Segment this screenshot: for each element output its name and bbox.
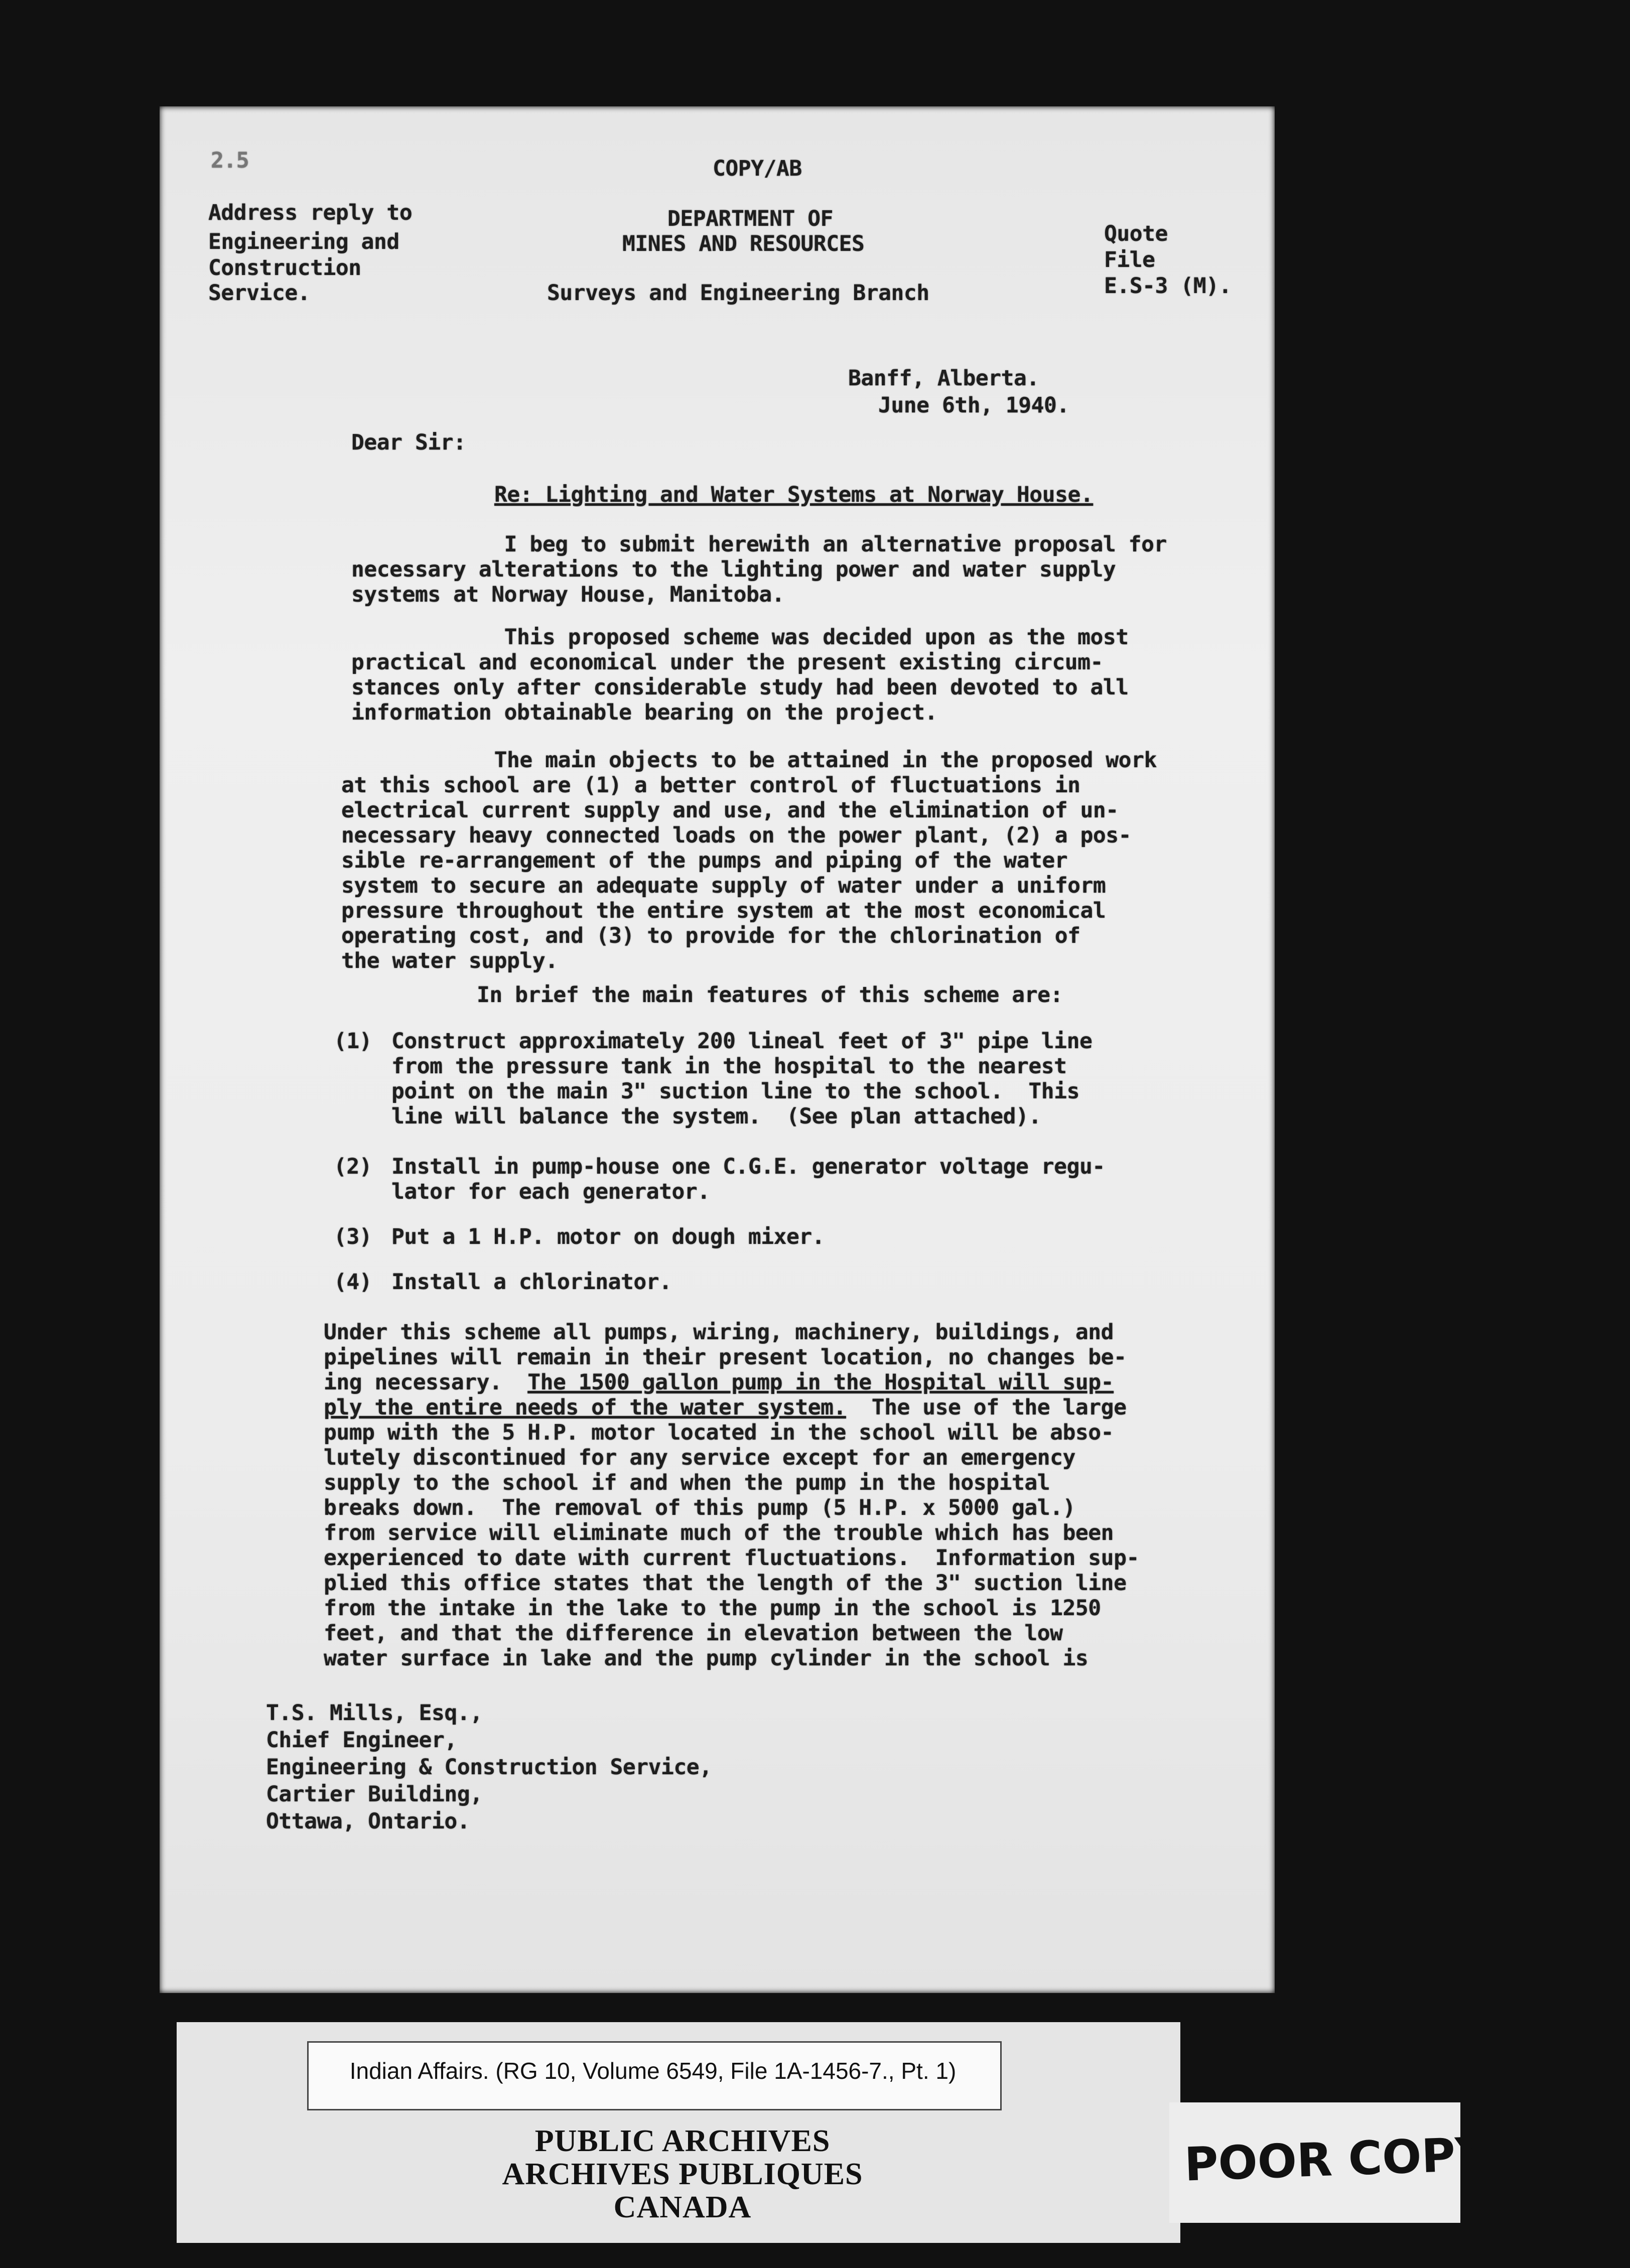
addressee-service: Engineering & Construction Service, [266, 1755, 712, 1780]
department-line-1: DEPARTMENT OF [667, 206, 834, 231]
reply-to-line-2: Engineering and [208, 229, 399, 254]
feature-2-number: (2) [334, 1154, 372, 1179]
feature-4-number: (4) [334, 1269, 372, 1295]
feature-3-text: Put a 1 H.P. motor on dough mixer. [391, 1224, 825, 1249]
paragraph-3: The main objects to be attained in the proposed work at this school are (1) a better control of fluctuations in electrical current supply and use, and the elimination of un- necessary heavy connected loads on the power plant, (2) a pos- sible re-arrangement of the pumps and piping of the water system to secure an adequate supply of water under a uniform pressure throughout the entire system at the most economical operating cost, and (3) to provide for the chlorination of the water supply. [341, 748, 1157, 973]
archive-line-3: CANADA [613, 2190, 752, 2224]
closing-line-4-plain: The use of the large [846, 1395, 1127, 1420]
closing-line-2: pipelines will remain in their present location, no changes be- [324, 1345, 1127, 1370]
features-intro: In brief the main features of this scheme are: [477, 982, 1063, 1008]
copy-mark: COPY/AB [713, 156, 802, 181]
subject-line: Re: Lighting and Water Systems at Norway House. [494, 482, 1094, 507]
archive-line-1: PUBLIC ARCHIVES [534, 2124, 831, 2158]
closing-rest: pump with the 5 H.P. motor located in the school will be abso- lutely discontinued for any service except for an emergency supply to the school if and when the pump in the hospital breaks down. The removal of this pump (5 H.P. x 5000 gal.) from service will eliminate much of the trouble which has been experienced to date with current fluctuations. Information sup- plied this office states that the length of the 3" suction line from the intake in the lake to the pump in the school is 1250 feet, and that the difference in elevation between the low water surface in lake and the pump cylinder in the school is [324, 1420, 1139, 1671]
addressee-city: Ottawa, Ontario. [266, 1809, 470, 1834]
feature-1-text: Construct approximately 200 lineal feet of 3" pipe line from the pressure tank in the hospital to the nearest point on the main 3" suction line to the school. This line will balance the system. (See plan attached). [391, 1029, 1093, 1129]
branch-name: Surveys and Engineering Branch [547, 280, 929, 306]
department-line-2: MINES AND RESOURCES [622, 231, 865, 256]
archive-line-2: ARCHIVES PUBLIQUES [502, 2157, 863, 2191]
closing-line-3-underlined: The 1500 gallon pump in the Hospital will sup- [527, 1370, 1114, 1395]
closing-line-4 [324, 1395, 1126, 1420]
closing-line-4-underlined: ply the entire needs of the water system. [324, 1395, 846, 1420]
quote-file-line-3: E.S-3 (M). [1104, 273, 1232, 299]
addressee-name: T.S. Mills, Esq., [266, 1700, 483, 1726]
poor-copy-text: POOR COPY [1183, 2127, 1490, 2192]
page-mark: 2.5 [211, 148, 249, 173]
feature-4-text: Install a chlorinator. [391, 1269, 672, 1295]
reply-to-line-3: Construction [208, 255, 361, 280]
paragraph-1: I beg to submit herewith an alternative proposal for necessary alterations to the lighting power and water supply systems at Norway House, Manitoba. [351, 532, 1167, 607]
closing-line-1: Under this scheme all pumps, wiring, machinery, buildings, and [324, 1320, 1114, 1345]
archive-reference: Indian Affairs. (RG 10, Volume 6549, File 1A-1456-7., Pt. 1) [349, 2058, 957, 2084]
date: June 6th, 1940. [878, 393, 1069, 418]
reply-to-line-1: Address reply to [208, 200, 413, 225]
place: Banff, Alberta. [848, 366, 1039, 391]
closing-line-3-plain: ing necessary. [324, 1370, 528, 1395]
closing-line-3 [324, 1370, 1114, 1395]
quote-file-line-1: Quote [1104, 221, 1168, 246]
addressee-building: Cartier Building, [266, 1782, 483, 1807]
reply-to-line-4: Service. [208, 280, 311, 306]
feature-3-number: (3) [334, 1224, 372, 1249]
feature-2-text: Install in pump-house one C.G.E. generator voltage regu- lator for each generator. [391, 1154, 1105, 1204]
feature-1-number: (1) [334, 1029, 372, 1054]
quote-file-line-2: File [1104, 247, 1155, 272]
salutation: Dear Sir: [351, 430, 466, 455]
addressee-title: Chief Engineer, [266, 1728, 457, 1753]
paragraph-2: This proposed scheme was decided upon as the most practical and economical under the present existing circum- stances only after considerable study had been devoted to all information obtainable bearing on the project. [351, 625, 1129, 725]
